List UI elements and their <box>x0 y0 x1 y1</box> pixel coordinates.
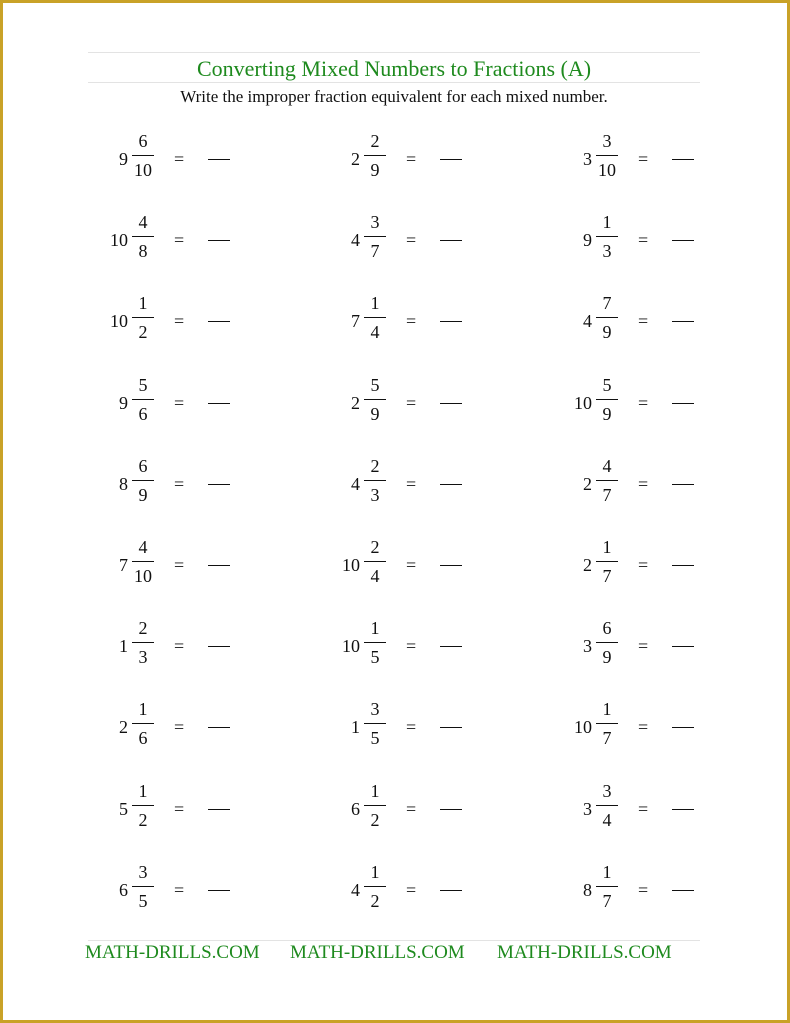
numerator: 4 <box>138 537 148 557</box>
whole-number: 10 <box>574 392 592 413</box>
whole-number: 10 <box>110 311 128 332</box>
numerator: 2 <box>370 537 380 557</box>
numerator: 6 <box>602 618 612 639</box>
denominator: 8 <box>138 241 148 262</box>
answer-blank[interactable] <box>440 727 462 728</box>
fraction <box>130 211 156 262</box>
fraction-bar <box>364 642 386 643</box>
whole-number: 4 <box>351 473 360 494</box>
fraction <box>362 861 388 912</box>
equals-sign: = <box>638 473 649 494</box>
denominator: 10 <box>134 566 152 586</box>
whole-number: 10 <box>342 555 360 575</box>
fraction-bar <box>132 642 154 643</box>
mixed-number-problem <box>258 861 458 921</box>
answer-blank[interactable] <box>208 809 230 810</box>
fraction <box>594 536 620 587</box>
equals-sign: = <box>638 717 649 738</box>
whole-number: 2 <box>351 149 360 169</box>
answer-blank[interactable] <box>672 890 694 891</box>
denominator: 3 <box>138 647 148 668</box>
fraction-bar <box>364 399 386 400</box>
denominator: 2 <box>138 809 148 830</box>
equals-sign: = <box>638 636 649 657</box>
denominator: 2 <box>370 809 380 830</box>
fraction <box>594 211 620 262</box>
fraction <box>130 861 156 912</box>
equals-sign: = <box>638 879 649 900</box>
answer-blank[interactable] <box>208 727 230 728</box>
fraction-bar <box>596 561 618 562</box>
mixed-number-problem <box>26 617 226 677</box>
fraction <box>362 374 388 425</box>
denominator: 7 <box>602 566 612 586</box>
whole-number: 2 <box>351 392 360 413</box>
fraction-bar <box>364 317 386 318</box>
mixed-number-problem <box>26 374 226 434</box>
numerator: 3 <box>370 212 380 233</box>
denominator: 7 <box>602 728 612 749</box>
fraction-bar <box>596 642 618 643</box>
denominator: 6 <box>138 728 148 749</box>
fraction <box>130 130 156 181</box>
numerator: 5 <box>370 374 380 395</box>
equals-sign: = <box>174 230 185 251</box>
answer-blank[interactable] <box>440 646 462 647</box>
denominator: 3 <box>370 484 380 505</box>
fraction-bar <box>596 399 618 400</box>
fraction-bar <box>132 399 154 400</box>
mixed-number-problem <box>490 780 690 840</box>
footer-link-3[interactable]: MATH-DRILLS.COM <box>497 942 672 963</box>
denominator: 5 <box>138 890 148 911</box>
numerator: 4 <box>138 212 148 233</box>
fraction <box>594 861 620 912</box>
fraction-bar <box>596 480 618 481</box>
whole-number: 4 <box>351 230 360 251</box>
whole-number: 10 <box>574 717 592 738</box>
fraction-bar <box>132 723 154 724</box>
mixed-number-problem <box>258 374 458 434</box>
numerator: 3 <box>602 131 612 151</box>
denominator: 9 <box>602 403 612 424</box>
numerator: 1 <box>602 537 612 557</box>
equals-sign: = <box>406 311 417 332</box>
whole-number: 7 <box>119 555 128 575</box>
answer-blank[interactable] <box>440 240 462 241</box>
answer-blank[interactable] <box>672 403 694 404</box>
fraction-bar <box>596 723 618 724</box>
fraction-bar <box>132 480 154 481</box>
answer-blank[interactable] <box>208 321 230 322</box>
numerator: 3 <box>602 780 612 801</box>
fraction-bar <box>132 561 154 562</box>
equals-sign: = <box>174 473 185 494</box>
fraction <box>362 211 388 262</box>
fraction <box>594 617 620 668</box>
answer-blank[interactable] <box>440 159 462 160</box>
mixed-number-problem <box>26 211 226 271</box>
answer-blank[interactable] <box>440 321 462 322</box>
equals-sign: = <box>174 717 185 738</box>
denominator: 9 <box>370 160 380 180</box>
mixed-number-problem <box>258 211 458 271</box>
answer-blank[interactable] <box>440 484 462 485</box>
denominator: 10 <box>598 160 616 180</box>
fraction-bar <box>364 480 386 481</box>
whole-number: 4 <box>351 879 360 900</box>
answer-blank[interactable] <box>440 809 462 810</box>
numerator: 2 <box>370 455 380 476</box>
fraction <box>362 780 388 831</box>
mixed-number-problem <box>26 130 226 190</box>
numerator: 1 <box>602 861 612 882</box>
mixed-number-problem <box>490 861 690 921</box>
numerator: 5 <box>602 374 612 395</box>
numerator: 7 <box>602 293 612 314</box>
fraction <box>362 698 388 749</box>
whole-number: 3 <box>583 149 592 169</box>
equals-sign: = <box>406 473 417 494</box>
mixed-number-problem <box>258 780 458 840</box>
equals-sign: = <box>406 392 417 413</box>
mixed-number-problem <box>26 292 226 352</box>
answer-blank[interactable] <box>672 240 694 241</box>
fraction <box>130 455 156 506</box>
fraction <box>130 374 156 425</box>
denominator: 7 <box>602 484 612 505</box>
fraction <box>362 292 388 343</box>
fraction-bar <box>364 805 386 806</box>
fraction <box>594 780 620 831</box>
whole-number: 2 <box>119 717 128 738</box>
fraction-bar <box>364 155 386 156</box>
footer-link-1[interactable]: MATH-DRILLS.COM <box>85 942 260 963</box>
footer-rule <box>88 940 700 941</box>
fraction-bar <box>596 236 618 237</box>
numerator: 1 <box>138 699 148 720</box>
numerator: 1 <box>138 293 148 314</box>
numerator: 1 <box>602 212 612 233</box>
numerator: 1 <box>602 699 612 720</box>
answer-blank[interactable] <box>208 159 230 160</box>
mixed-number-problem <box>258 617 458 677</box>
equals-sign: = <box>174 879 185 900</box>
mixed-number-problem <box>26 780 226 840</box>
answer-blank[interactable] <box>208 484 230 485</box>
fraction-bar <box>364 236 386 237</box>
whole-number: 4 <box>583 311 592 332</box>
equals-sign: = <box>174 798 185 819</box>
equals-sign: = <box>406 717 417 738</box>
equals-sign: = <box>638 311 649 332</box>
fraction <box>362 617 388 668</box>
equals-sign: = <box>638 149 649 169</box>
fraction <box>130 617 156 668</box>
whole-number: 10 <box>342 636 360 657</box>
whole-number: 9 <box>119 149 128 169</box>
equals-sign: = <box>406 879 417 900</box>
numerator: 2 <box>138 618 148 639</box>
whole-number: 8 <box>583 879 592 900</box>
denominator: 10 <box>134 160 152 180</box>
equals-sign: = <box>174 311 185 332</box>
equals-sign: = <box>638 555 649 575</box>
answer-blank[interactable] <box>208 565 230 566</box>
mixed-number-problem <box>490 617 690 677</box>
equals-sign: = <box>406 798 417 819</box>
mixed-number-problem <box>490 455 690 515</box>
fraction-bar <box>596 805 618 806</box>
whole-number: 7 <box>351 311 360 332</box>
fraction-bar <box>364 561 386 562</box>
denominator: 4 <box>370 322 380 343</box>
denominator: 4 <box>602 809 612 830</box>
numerator: 1 <box>370 618 380 639</box>
answer-blank[interactable] <box>672 646 694 647</box>
answer-blank[interactable] <box>208 890 230 891</box>
answer-blank[interactable] <box>672 565 694 566</box>
answer-blank[interactable] <box>440 890 462 891</box>
denominator: 9 <box>138 484 148 505</box>
worksheet-title: Converting Mixed Numbers to Fractions (A) <box>196 56 592 81</box>
fraction-bar <box>132 317 154 318</box>
whole-number: 6 <box>119 879 128 900</box>
denominator: 3 <box>602 241 612 262</box>
mixed-number-problem <box>26 698 226 758</box>
mixed-number-problem <box>490 536 690 596</box>
denominator: 9 <box>602 647 612 668</box>
mixed-number-problem <box>26 861 226 921</box>
mixed-number-problem <box>490 292 690 352</box>
fraction <box>594 292 620 343</box>
answer-blank[interactable] <box>440 565 462 566</box>
fraction <box>130 292 156 343</box>
fraction <box>362 455 388 506</box>
equals-sign: = <box>174 636 185 657</box>
whole-number: 3 <box>583 636 592 657</box>
denominator: 2 <box>370 890 380 911</box>
mixed-number-problem <box>490 698 690 758</box>
mixed-number-problem <box>26 536 226 596</box>
whole-number: 9 <box>119 392 128 413</box>
whole-number: 8 <box>119 473 128 494</box>
whole-number: 10 <box>110 230 128 251</box>
fraction-bar <box>364 723 386 724</box>
equals-sign: = <box>638 392 649 413</box>
whole-number: 3 <box>583 798 592 819</box>
numerator: 1 <box>370 780 380 801</box>
denominator: 5 <box>370 647 380 668</box>
numerator: 1 <box>370 293 380 314</box>
whole-number: 1 <box>119 636 128 657</box>
fraction <box>362 536 388 587</box>
denominator: 7 <box>602 890 612 911</box>
answer-blank[interactable] <box>208 240 230 241</box>
numerator: 4 <box>602 455 612 476</box>
answer-blank[interactable] <box>440 403 462 404</box>
denominator: 7 <box>370 241 380 262</box>
fraction <box>594 455 620 506</box>
mixed-number-problem <box>490 211 690 271</box>
answer-blank[interactable] <box>672 159 694 160</box>
mixed-number-problem <box>490 130 690 190</box>
mixed-number-problem <box>258 292 458 352</box>
answer-blank[interactable] <box>672 321 694 322</box>
equals-sign: = <box>406 636 417 657</box>
mixed-number-problem <box>258 536 458 596</box>
footer <box>0 942 790 966</box>
mixed-number-problem <box>258 698 458 758</box>
fraction-bar <box>596 155 618 156</box>
answer-blank[interactable] <box>672 484 694 485</box>
fraction <box>130 536 156 587</box>
fraction <box>130 698 156 749</box>
denominator: 6 <box>138 403 148 424</box>
whole-number: 9 <box>583 230 592 251</box>
mixed-number-problem <box>26 455 226 515</box>
equals-sign: = <box>174 392 185 413</box>
numerator: 3 <box>138 861 148 882</box>
fraction-bar <box>132 155 154 156</box>
fraction-bar <box>132 236 154 237</box>
equals-sign: = <box>406 230 417 251</box>
footer-link-2[interactable]: MATH-DRILLS.COM <box>290 942 465 963</box>
equals-sign: = <box>638 798 649 819</box>
fraction <box>362 130 388 181</box>
fraction-bar <box>364 886 386 887</box>
fraction-bar <box>132 805 154 806</box>
denominator: 4 <box>370 566 380 586</box>
fraction-bar <box>596 317 618 318</box>
whole-number: 6 <box>351 798 360 819</box>
whole-number: 1 <box>351 717 360 738</box>
whole-number: 5 <box>119 798 128 819</box>
numerator: 6 <box>138 131 148 151</box>
equals-sign: = <box>406 149 417 169</box>
equals-sign: = <box>174 555 185 575</box>
equals-sign: = <box>638 230 649 251</box>
answer-blank[interactable] <box>672 809 694 810</box>
denominator: 9 <box>370 403 380 424</box>
answer-blank[interactable] <box>208 403 230 404</box>
answer-blank[interactable] <box>208 646 230 647</box>
answer-blank[interactable] <box>672 727 694 728</box>
numerator: 6 <box>138 455 148 476</box>
fraction <box>594 130 620 181</box>
denominator: 9 <box>602 322 612 343</box>
fraction <box>594 698 620 749</box>
fraction-bar <box>132 886 154 887</box>
denominator: 5 <box>370 728 380 749</box>
numerator: 1 <box>138 780 148 801</box>
fraction-bar <box>596 886 618 887</box>
numerator: 3 <box>370 699 380 720</box>
fraction <box>594 374 620 425</box>
numerator: 1 <box>370 861 380 882</box>
worksheet-instructions: Write the improper fraction equivalent for each mixed number. <box>180 87 608 106</box>
mixed-number-problem <box>258 130 458 190</box>
mixed-number-problem <box>258 455 458 515</box>
numerator: 5 <box>138 374 148 395</box>
fraction <box>130 780 156 831</box>
mixed-number-problem <box>490 374 690 434</box>
numerator: 2 <box>370 131 380 151</box>
equals-sign: = <box>406 555 417 575</box>
whole-number: 2 <box>583 473 592 494</box>
whole-number: 2 <box>583 555 592 575</box>
denominator: 2 <box>138 322 148 343</box>
equals-sign: = <box>174 149 185 169</box>
